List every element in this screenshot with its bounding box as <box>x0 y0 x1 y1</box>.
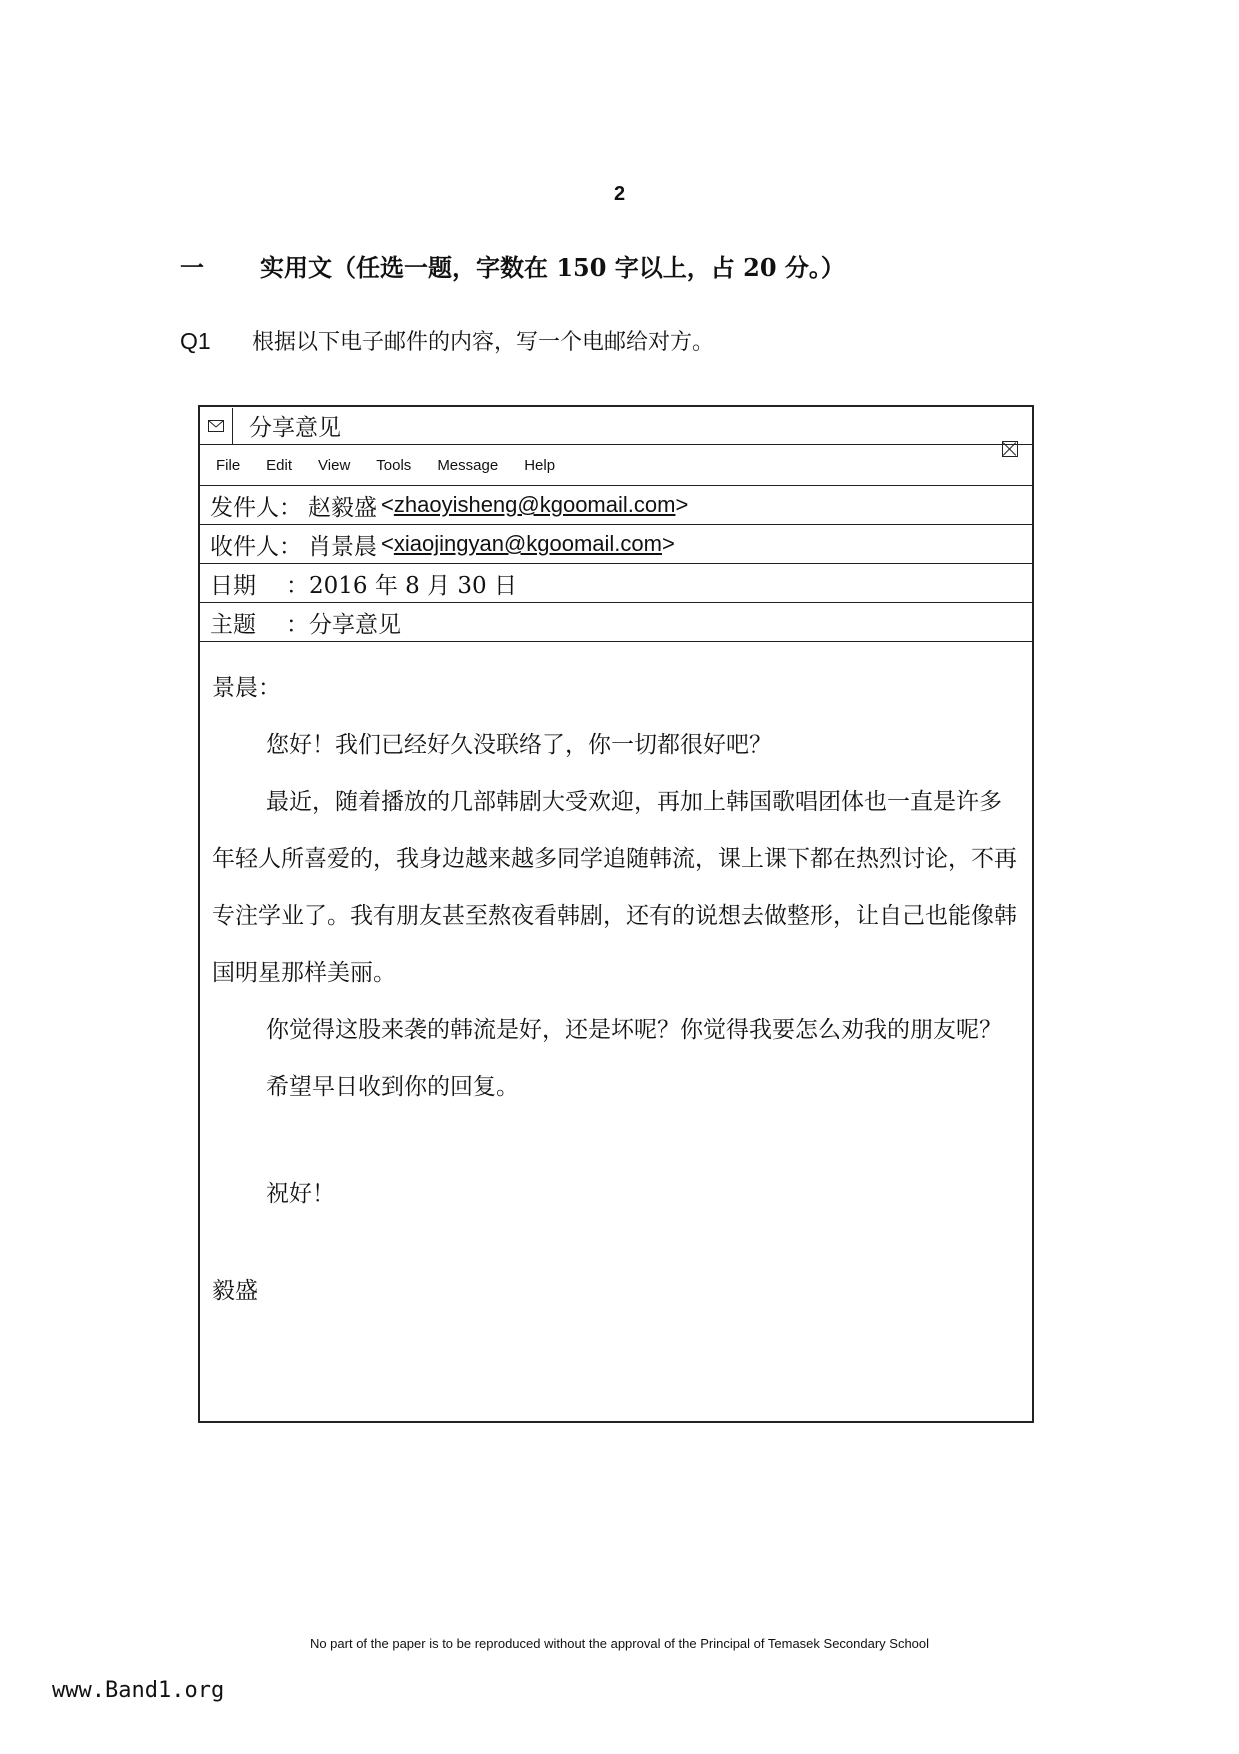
email-titlebar <box>200 407 1032 445</box>
page-number: 2 <box>613 183 626 205</box>
from-email-address[interactable]: zhaoyisheng@kgoomail.com <box>393 492 676 517</box>
question <box>180 325 714 356</box>
date-row <box>200 564 1032 603</box>
from-row <box>200 486 1032 525</box>
email-closing: 祝好！ <box>266 1181 335 1207</box>
to-email[interactable]: <xiaojingyan@kgoomail.com> <box>381 531 675 556</box>
from-label: 发件人： <box>210 494 302 521</box>
to-row <box>200 525 1032 564</box>
menu-edit[interactable]: Edit <box>266 456 293 474</box>
to-label: 收件人： <box>210 533 302 560</box>
envelope-icon <box>200 408 233 444</box>
section-number: 一 <box>180 253 204 282</box>
menu-message[interactable]: Message <box>437 456 499 474</box>
from-name: 赵毅盛 <box>308 494 377 521</box>
close-icon[interactable] <box>1002 441 1018 457</box>
to-name: 肖景晨 <box>308 533 377 560</box>
date-value: ：2016 年 8 月 30 日 <box>286 572 517 599</box>
menu-tools[interactable]: Tools <box>376 456 412 474</box>
section-title: 实用文（任选一题，字数在 150 字以上，占 20 分。） <box>260 253 845 282</box>
question-text: 根据以下电子邮件的内容，写一个电邮给对方。 <box>252 330 715 355</box>
subject-label: 主题 <box>210 611 256 638</box>
menu-file[interactable]: File <box>216 456 241 474</box>
subject-value: ：分享意见 <box>286 611 401 638</box>
to-email-address[interactable]: xiaojingyan@kgoomail.com <box>393 531 662 556</box>
question-label: Q1 <box>180 328 211 354</box>
date-label: 日期 <box>210 572 256 599</box>
menu-help[interactable]: Help <box>524 456 556 474</box>
email-body <box>200 642 1032 1320</box>
from-email[interactable]: <zhaoyisheng@kgoomail.com> <box>381 492 689 517</box>
email-paragraph: 最近，随着播放的几部韩剧大受欢迎，再加上韩国歌唱团体也一直是许多年轻人所喜爱的，我身边越来越多同学追随韩流，课上课下都在热烈讨论，不再专注学业了。我有朋友甚至熬夜看韩剧，还有的说想去做整形，让自己也能像韩国明星那样美丽。 <box>212 789 1017 986</box>
menu-bar <box>200 445 1032 486</box>
menu-view[interactable]: View <box>318 456 351 474</box>
email-window <box>198 405 1034 1423</box>
email-window-title: 分享意见 <box>249 415 341 441</box>
email-paragraph: 你觉得这股来袭的韩流是好，还是坏呢？你觉得我要怎么劝我的朋友呢？ <box>266 1017 1002 1043</box>
subject-row <box>200 603 1032 642</box>
email-signature: 毅盛 <box>212 1278 258 1304</box>
email-paragraph: 希望早日收到你的回复。 <box>266 1074 519 1100</box>
email-paragraph: 您好！我们已经好久没联络了，你一切都很好吧？ <box>266 732 772 758</box>
email-greeting: 景晨： <box>212 675 281 701</box>
section-heading <box>180 248 845 283</box>
watermark: www.Band1.org <box>52 1678 225 1703</box>
footer-note: No part of the paper is to be reproduced without the approval of the Principal of Temasek Secondary School <box>309 1636 930 1651</box>
